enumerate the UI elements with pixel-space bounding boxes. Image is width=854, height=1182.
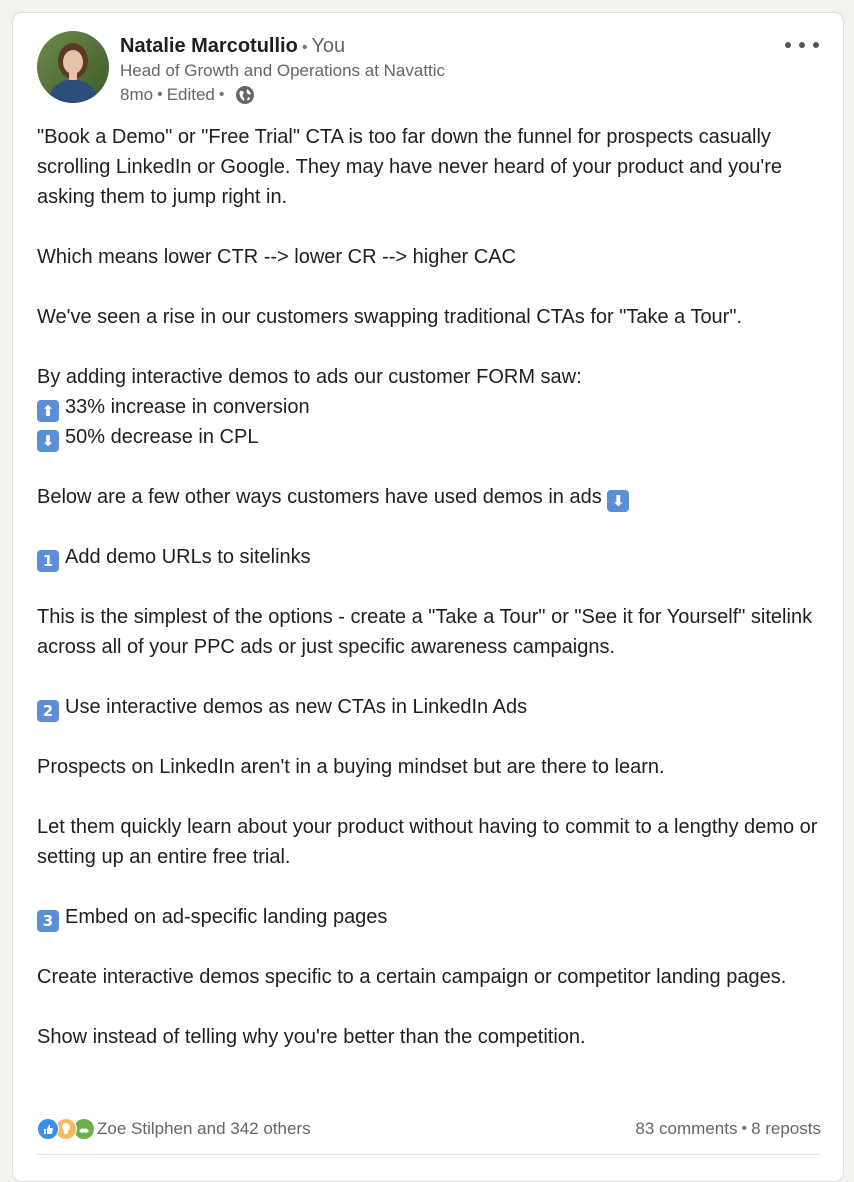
post-paragraph: Prospects on LinkedIn aren't in a buying mindset but are there to learn.	[37, 756, 665, 778]
globe-icon	[235, 85, 255, 105]
post-paragraph: By adding interactive demos to ads our customer FORM saw:	[37, 366, 582, 388]
comments-count[interactable]: 83 comments	[635, 1119, 738, 1138]
stat-item: ⬆ 33% increase in conversion	[37, 392, 827, 422]
avatar-photo	[37, 31, 109, 103]
post-paragraph: Create interactive demos specific to a certain campaign or competitor landing pages.	[37, 966, 787, 988]
engagement-counts	[635, 1119, 821, 1139]
section-heading: 2 Use interactive demos as new CTAs in LinkedIn Ads	[37, 692, 827, 722]
down-arrow-emoji: ⬇	[607, 490, 629, 512]
post-paragraph: Below are a few other ways customers have used demos in ads ⬇	[37, 482, 827, 512]
divider	[37, 1154, 821, 1155]
separator-dot: •	[157, 86, 163, 103]
section-heading: 1 Add demo URLs to sitelinks	[37, 542, 827, 572]
author-headline: Head of Growth and Operations at Navattic	[120, 61, 446, 80]
post-paragraph: This is the simplest of the options - create a "Take a Tour" or "See it for Yourself" sitelink across all of your PPC ads or just specific awareness campaigns.	[37, 606, 813, 658]
author-name-line	[120, 33, 760, 59]
post-body	[37, 122, 827, 1052]
post-paragraph: Let them quickly learn about your product without having to commit to a lengthy demo or setting up an entire free trial.	[37, 816, 818, 868]
keycap-1-emoji: 1	[37, 550, 59, 572]
author-avatar[interactable]	[37, 31, 109, 103]
post-paragraph: We've seen a rise in our customers swapping traditional CTAs for "Take a Tour".	[37, 306, 742, 328]
post-paragraph: Show instead of telling why you're better than the competition.	[37, 1026, 586, 1048]
separator-dot: •	[218, 86, 225, 103]
post-paragraph: "Book a Demo" or "Free Trial" CTA is too far down the funnel for prospects casually scrolling LinkedIn or Google. They may have never heard of your product and you're asking them to jump right in.	[37, 126, 782, 208]
keycap-2-emoji: 2	[37, 700, 59, 722]
reposts-count[interactable]: 8 reposts	[751, 1119, 821, 1138]
keycap-3-emoji: 3	[37, 910, 59, 932]
post-age: 8mo	[120, 85, 154, 104]
post-edited: Edited	[166, 85, 215, 104]
like-reaction-icon	[37, 1118, 59, 1140]
down-arrow-emoji: ⬇	[37, 430, 59, 452]
separator-dot: •	[741, 1120, 748, 1137]
post-meta	[120, 83, 760, 107]
reactors-text: Zoe Stilphen and 342 others	[97, 1119, 311, 1138]
post-card	[12, 12, 844, 1182]
more-horizontal-icon	[785, 42, 791, 48]
author-relation: You	[311, 35, 346, 57]
social-counts-bar	[37, 1116, 821, 1142]
section-heading: 3 Embed on ad-specific landing pages	[37, 902, 827, 932]
up-arrow-emoji: ⬆	[37, 400, 59, 422]
separator-dot: •	[301, 39, 308, 56]
reactions-summary[interactable]	[37, 1118, 311, 1140]
post-header	[120, 33, 760, 107]
stat-item: ⬇ 50% decrease in CPL	[37, 422, 827, 452]
reaction-icons	[37, 1118, 91, 1140]
post-paragraph: Which means lower CTR --> lower CR --> higher CAC	[37, 246, 517, 268]
author-name[interactable]: Natalie Marcotullio	[120, 35, 298, 57]
more-options-button[interactable]	[785, 37, 819, 53]
